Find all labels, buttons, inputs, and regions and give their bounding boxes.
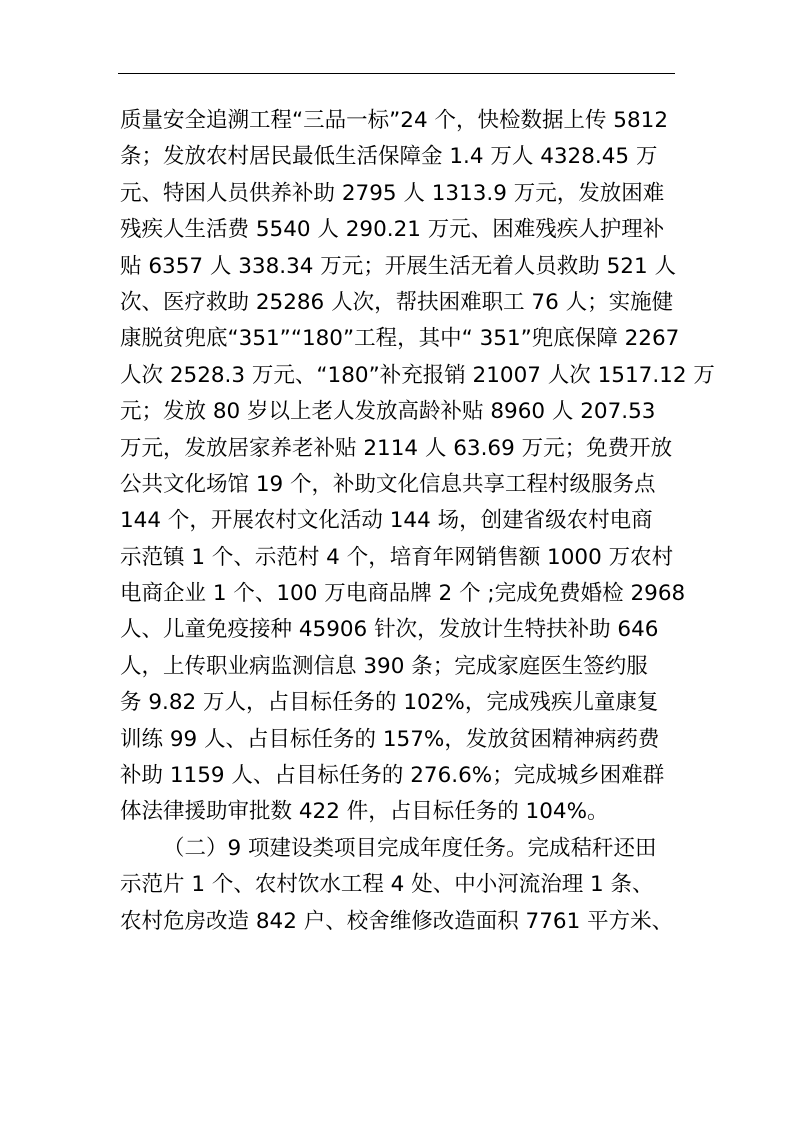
text-line: 贴 6357 人 338.34 万元；开展生活无着人员救助 521 人 [120, 253, 676, 279]
text-line: 务 9.82 万人，占目标任务的 102%，完成残疾儿童康复 [120, 690, 659, 716]
text-line: 康脱贫兜底“351”“180”工程，其中“ 351”兜底保障 2267 [120, 326, 680, 352]
text-line: 万元，发放居家养老补贴 2114 人 63.69 万元；免费开放 [120, 435, 673, 461]
text-line: 公共文化场馆 19 个，补助文化信息共享工程村级服务点 [120, 471, 656, 497]
text-line: 144 个，开展农村文化活动 144 场，创建省级农村电商 [120, 508, 653, 534]
header-rule [118, 73, 675, 74]
text-line: 元；发放 80 岁以上老人发放高龄补贴 8960 人 207.53 [120, 399, 656, 425]
text-line: 示范镇 1 个、示范村 4 个，培育年网销售额 1000 万农村 [120, 544, 674, 570]
text-line: 元、特困人员供养补助 2795 人 1313.9 万元，发放困难 [120, 180, 665, 206]
body-text [120, 103, 715, 940]
text-line: 农村危房改造 842 户、校舍维修改造面积 7761 平方米、 [120, 908, 674, 934]
section-heading-line: （二）9 项建设类项目完成年度任务。完成秸秆还田 [163, 835, 657, 861]
text-line: 条；发放农村居民最低生活保障金 1.4 万人 4328.45 万 [120, 144, 658, 170]
text-line: 次、医疗救助 25286 人次，帮扶困难职工 76 人；实施健 [120, 289, 674, 315]
text-line: 人次 2528.3 万元、“180”补充报销 21007 人次 1517.12 万 [120, 362, 715, 388]
text-line: 质量安全追溯工程“三品一标”24 个，快检数据上传 5812 [120, 108, 669, 133]
text-line: 示范片 1 个、农村饮水工程 4 处、中小河流治理 1 条、 [120, 872, 654, 898]
text-line: 人、儿童免疫接种 45906 针次，发放计生特扶补助 646 [120, 617, 659, 643]
text-line: 训练 99 人、占目标任务的 157%，发放贫困精神病药费 [120, 726, 660, 752]
text-line: 体法律援助审批数 422 件，占目标任务的 104%。 [120, 799, 609, 825]
text-line: 残疾人生活费 5540 人 290.21 万元、困难残疾人护理补 [120, 217, 665, 243]
text-line: 人，上传职业病监测信息 390 条；完成家庭医生签约服 [120, 653, 648, 679]
text-line: 补助 1159 人、占目标任务的 276.6%；完成城乡困难群 [120, 763, 665, 789]
text-line: 电商企业 1 个、100 万电商品牌 2 个 ;完成免费婚检 2968 [120, 581, 686, 607]
